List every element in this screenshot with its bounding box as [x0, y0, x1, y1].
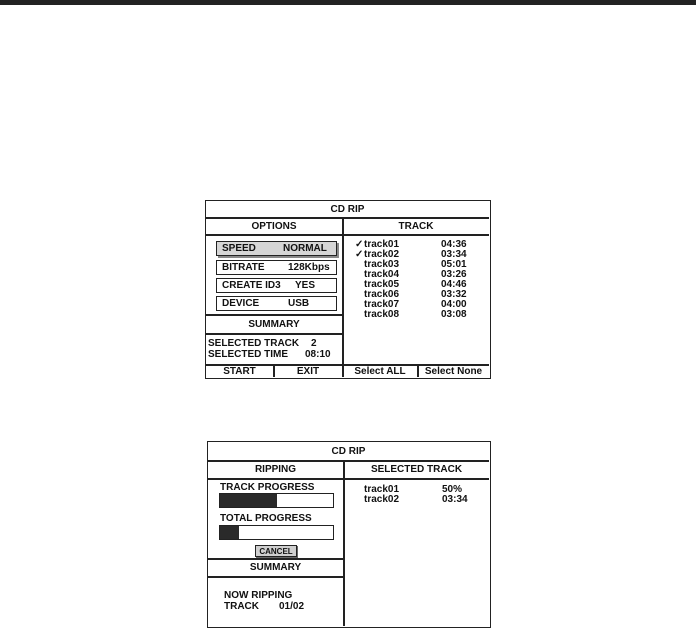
option-value: YES: [295, 280, 316, 291]
selected-time-label: SELECTED TIME: [208, 349, 289, 360]
track-name: track01: [364, 239, 400, 250]
selected-track-name: track01: [364, 484, 400, 495]
cd-rip-panel: [205, 200, 491, 379]
track-name: track02: [364, 249, 400, 260]
track-header: TRACK: [398, 220, 434, 232]
track-time: 04:46: [441, 279, 467, 290]
track-time: 03:26: [441, 269, 467, 280]
option-label: CREATE ID3: [222, 280, 281, 291]
track-progress-bar: [219, 493, 334, 508]
create-id3-option[interactable]: [216, 278, 337, 293]
track-time: 03:34: [441, 249, 467, 260]
total-progress-fill: [220, 526, 239, 539]
speed-option[interactable]: [216, 241, 337, 256]
option-label: DEVICE: [222, 298, 260, 309]
track-label: TRACK: [224, 601, 259, 612]
track-name: track06: [364, 289, 400, 300]
track-progress-fill: [220, 494, 277, 507]
track-count-value: 01/02: [279, 601, 305, 612]
options-header: OPTIONS: [251, 220, 297, 232]
divider: [208, 576, 343, 578]
track-time: 03:32: [441, 289, 467, 300]
top-rule: [0, 0, 696, 5]
cancel-button[interactable]: CANCEL: [255, 545, 297, 557]
option-value: USB: [288, 298, 310, 309]
track-time: 03:08: [441, 309, 467, 320]
divider: [343, 460, 345, 626]
track-name: track03: [364, 259, 400, 270]
track-time: 05:01: [441, 259, 467, 270]
track-name: track04: [364, 269, 400, 280]
track-time: 04:36: [441, 239, 467, 250]
now-ripping-label: NOW RIPPING: [224, 590, 293, 601]
track-name: track07: [364, 299, 400, 310]
ripping-header: RIPPING: [254, 464, 297, 475]
divider: [206, 333, 342, 335]
track-progress-label: TRACK PROGRESS: [220, 482, 315, 493]
selected-track-header: SELECTED TRACK: [370, 464, 463, 475]
option-value: NORMAL: [283, 243, 327, 254]
selected-track-time: 03:34: [442, 494, 468, 505]
divider: [208, 478, 489, 480]
selected-track-progress: 50%: [442, 484, 463, 495]
track-name: track08: [364, 309, 400, 320]
check-icon: ✓: [355, 249, 364, 260]
select-all-button[interactable]: Select ALL: [354, 365, 406, 377]
bitrate-option[interactable]: [216, 260, 337, 275]
track-time: 04:00: [441, 299, 467, 310]
summary-header: SUMMARY: [248, 318, 300, 330]
exit-button[interactable]: EXIT: [296, 365, 320, 377]
panel-title: CD RIP: [331, 445, 366, 457]
total-progress-label: TOTAL PROGRESS: [220, 513, 312, 524]
track-row[interactable]: [355, 310, 485, 320]
total-progress-bar: [219, 525, 334, 540]
check-icon: ✓: [355, 239, 364, 250]
option-label: SPEED: [222, 243, 256, 254]
start-button[interactable]: START: [223, 365, 256, 377]
panel-title: CD RIP: [330, 204, 365, 215]
device-option[interactable]: [216, 296, 337, 311]
track-name: track05: [364, 279, 400, 290]
selected-track-value: 2: [311, 338, 317, 349]
select-none-button[interactable]: Select None: [424, 365, 483, 377]
option-label: BITRATE: [222, 262, 265, 273]
selected-track-name: track02: [364, 494, 400, 505]
cd-ripping-panel: [207, 441, 491, 628]
summary-header: SUMMARY: [249, 562, 302, 573]
selected-track-label: SELECTED TRACK: [208, 338, 300, 349]
track-list: [343, 234, 489, 364]
option-value: 128Kbps: [288, 262, 330, 273]
selected-time-value: 08:10: [305, 349, 331, 360]
